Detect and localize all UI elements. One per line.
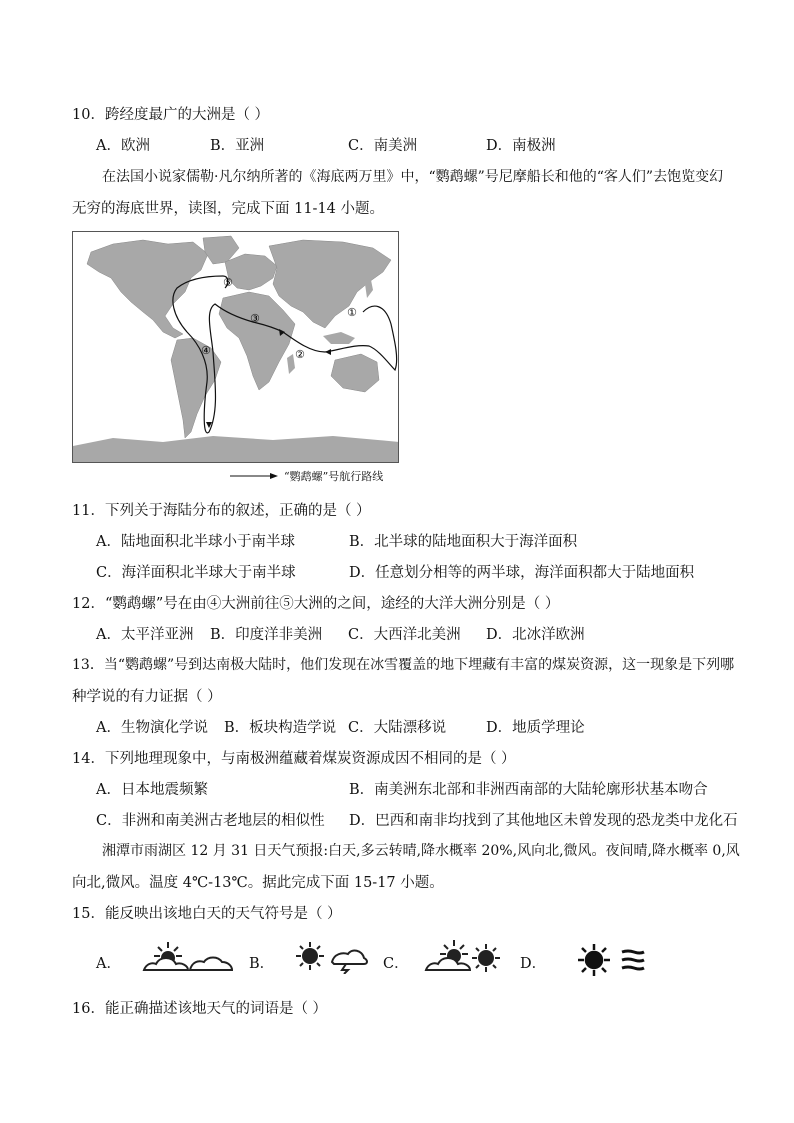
- legend-arrow-icon: [230, 472, 278, 480]
- north-america-landmass: [87, 240, 208, 338]
- map-marker-3: ③: [250, 312, 260, 325]
- option-d: D．南极洲: [486, 138, 556, 154]
- sunny-rain-cloud-icons: [294, 938, 368, 974]
- haze-icon: [622, 951, 644, 969]
- question-14-option-d: D．巴西和南非均找到了其他地区未曾发现的恐龙类中龙化石: [349, 813, 738, 829]
- question-11-option-d: D．任意划分相等的两半球，海洋面积都大于陆地面积: [349, 565, 695, 581]
- passage-2-line-2: 向北,微风。温度 4℃-13℃。据此完成下面 15-17 小题。: [72, 875, 444, 891]
- indonesia-landmass: [323, 332, 355, 344]
- question-14-option-c: C．非洲和南美洲古老地层的相似性: [96, 813, 325, 829]
- passage-2-line-1: 湘潭市雨湖区 12 月 31 日天气预报:白天,多云转晴,降水概率 20%,风向北,微风。夜间晴,降水概率 0,风: [102, 843, 740, 859]
- option-a-symbols: [140, 938, 234, 978]
- question-14-stem: 14．下列地理现象中，与南极洲蕴藏着煤炭资源成因不相同的是（ ）: [72, 751, 516, 767]
- question-13-option-a: A．生物演化学说: [96, 720, 208, 736]
- option-c-symbols: [424, 938, 504, 978]
- option-a: A．欧洲: [96, 138, 150, 154]
- map-marker-2: ②: [295, 348, 305, 361]
- world-map: [72, 231, 399, 463]
- question-16-stem: 16．能正确描述该地天气的词语是（ ）: [72, 1001, 328, 1017]
- question-12-option-b: B．印度洋非美洲: [210, 627, 323, 643]
- option-b: B．亚洲: [210, 138, 265, 154]
- question-11-option-b: B．北半球的陆地面积大于海洋面积: [349, 534, 578, 550]
- partly-cloudy-sunny-icons: [424, 938, 504, 974]
- world-map-svg: [73, 232, 399, 463]
- question-14-option-b: B．南美洲东北部和非洲西南部的大陆轮廓形状基本吻合: [349, 782, 708, 798]
- question-15-stem: 15．能反映出该地白天的天气符号是（ ）: [72, 906, 342, 922]
- question-13-option-d: D．地质学理论: [486, 720, 585, 736]
- option-c: C．南美洲: [348, 138, 418, 154]
- passage-1-line-1: 在法国小说家儒勒·凡尔纳所著的《海底两万里》中，“鹦鹉螺”号尼摩船长和他的“客人们”去饱览变幻: [102, 169, 724, 185]
- question-11-option-c: C．海洋面积北半球大于南半球: [96, 565, 296, 581]
- question-14-option-a: A．日本地震频繁: [96, 782, 208, 798]
- option-a-label: A．: [96, 956, 121, 972]
- question-11-option-a: A．陆地面积北半球小于南半球: [96, 534, 295, 550]
- question-12-option-c: C．大西洋北美洲: [348, 627, 461, 643]
- map-marker-1: ①: [347, 306, 357, 319]
- australia-landmass: [331, 354, 379, 392]
- map-marker-5: ⑤: [223, 276, 233, 289]
- option-b-symbols: [294, 938, 368, 978]
- question-13-stem-line-1: 13．当“鹦鹉螺”号到达南极大陆时，他们发现在冰雪覆盖的地下埋藏有丰富的煤炭资源，这一现象是下列哪: [72, 657, 735, 673]
- antarctica-landmass: [73, 436, 399, 463]
- sunny-icon: [296, 942, 324, 970]
- option-d-label: D．: [520, 956, 547, 972]
- question-11-stem: 11．下列关于海陆分布的叙述，正确的是（ ）: [72, 503, 371, 519]
- question-12-stem: 12．“鹦鹉螺”号在由④大洲前往⑤大洲的之间，途经的大洋大洲分别是（ ）: [72, 596, 560, 612]
- sunny-haze-icons: [576, 942, 648, 978]
- question-12-option-a: A．太平洋亚洲: [96, 627, 194, 643]
- question-13-option-c: C．大陆漂移说: [348, 720, 447, 736]
- passage-1-line-2: 无穷的海底世界，读图，完成下面 11-14 小题。: [72, 201, 385, 217]
- option-d-symbols: [576, 942, 648, 982]
- madagascar-landmass: [287, 354, 295, 374]
- question-13-stem-line-2: 种学说的有力证据（ ）: [72, 689, 222, 705]
- map-marker-4: ④: [201, 344, 211, 357]
- option-b-label: B．: [249, 956, 275, 972]
- question-12-option-d: D．北冰洋欧洲: [486, 627, 585, 643]
- partly-cloudy-icon: [140, 938, 234, 974]
- map-legend: [230, 468, 383, 484]
- africa-landmass: [219, 292, 295, 390]
- route-arrow-1: [325, 349, 331, 355]
- question-10-stem: 10．跨经度最广的大洲是（ ）: [72, 107, 270, 123]
- option-c-label: C．: [383, 956, 409, 972]
- legend-label: “鹦鹉螺”号航行路线: [284, 470, 384, 483]
- question-13-option-b: B．板块构造学说: [224, 720, 337, 736]
